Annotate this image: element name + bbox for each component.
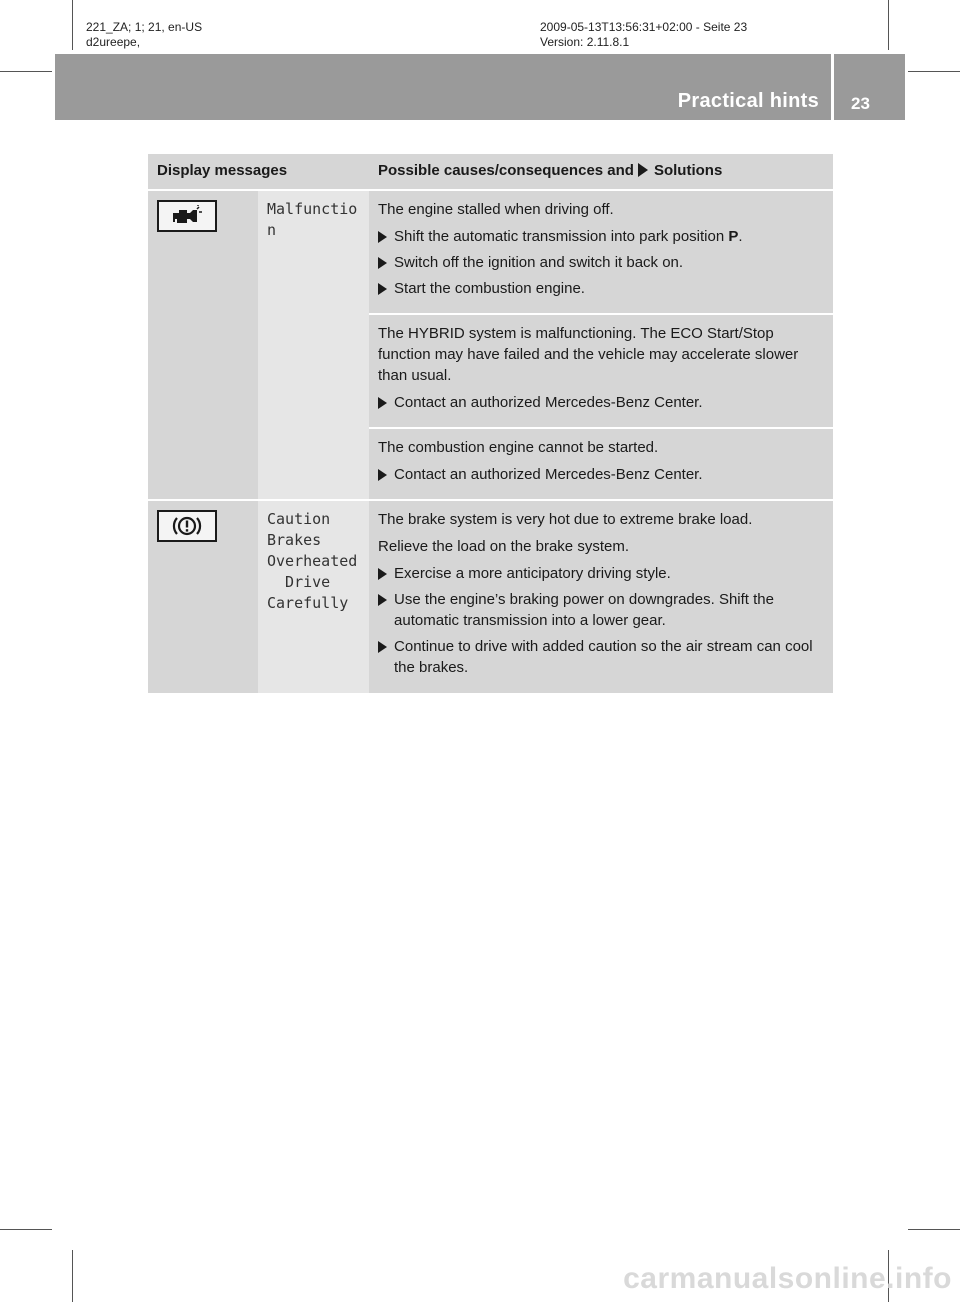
- step-text-suffix: .: [738, 228, 743, 245]
- print-meta-right: [540, 20, 747, 50]
- watermark: carmanualsonline.info: [623, 1262, 952, 1295]
- message-line: n: [267, 221, 277, 239]
- message-line: Drive: [267, 573, 331, 591]
- solution-step: [378, 278, 829, 299]
- cause-text: The brake system is very hot due to extreme brake load.: [378, 511, 753, 528]
- step-arrow-icon: [378, 641, 387, 653]
- display-messages-table: [148, 154, 833, 693]
- column-header-solutions: [369, 154, 833, 190]
- cause-text: The engine stalled when driving off.: [378, 201, 614, 218]
- section-header-bar: [55, 54, 905, 120]
- step-arrow-icon: [378, 231, 387, 243]
- page-number: 23: [851, 94, 870, 113]
- solution-step: [378, 636, 829, 678]
- message-line: Caution: [267, 510, 331, 528]
- crop-mark: [72, 1250, 73, 1302]
- step-arrow-icon: [378, 568, 387, 580]
- step-text: Start the combustion engine.: [394, 280, 585, 297]
- step-text: Switch off the ignition and switch it back on.: [394, 254, 684, 271]
- step-arrow-icon: [378, 469, 387, 481]
- message-icon-cell: [148, 500, 258, 693]
- engine-malfunction-icon: [157, 200, 217, 232]
- solutions-header-prefix: Possible causes/consequences and: [378, 162, 634, 179]
- table-header-row: [148, 154, 833, 190]
- step-arrow-icon: [378, 257, 387, 269]
- meta-user: d2ureepe,: [86, 35, 141, 49]
- table-row: [148, 500, 833, 693]
- cause-text: Relieve the load on the brake system.: [378, 538, 629, 555]
- message-text-cell: [258, 500, 369, 693]
- cause-text: The HYBRID system is malfunctioning. The ECO Start/Stop function may have failed and the vehicle may accelerate slower than usual.: [378, 325, 799, 384]
- meta-timestamp: 2009-05-13T13:56:31+02:00 - Seite 23: [540, 20, 748, 34]
- crop-mark: [0, 71, 52, 72]
- solution-step: [378, 464, 829, 485]
- print-meta-left: [86, 20, 202, 50]
- step-arrow-icon: [378, 283, 387, 295]
- crop-mark: [72, 0, 73, 50]
- solution-block: [369, 314, 833, 428]
- step-arrow-icon: [378, 397, 387, 409]
- step-text: Contact an authorized Mercedes-Benz Center.: [394, 466, 703, 483]
- message-text-cell: [258, 190, 369, 500]
- park-position-label: P: [728, 228, 739, 245]
- cause-text: The combustion engine cannot be started.: [378, 439, 659, 456]
- solution-block: [369, 428, 833, 500]
- message-icon-cell: [148, 190, 258, 500]
- message-line: Brakes: [267, 531, 322, 549]
- message-line: Carefully: [267, 594, 349, 612]
- step-text: Contact an authorized Mercedes-Benz Center.: [394, 394, 703, 411]
- header-divider: [831, 54, 834, 120]
- table-row: [148, 190, 833, 314]
- step-text: Use the engine’s braking power on downgrades. Shift the automatic transmission into a lower gear.: [394, 591, 774, 629]
- crop-mark: [908, 1229, 960, 1230]
- message-line: Malfunctio: [267, 200, 358, 218]
- meta-job-id: 221_ZA; 1; 21, en-US: [86, 20, 203, 34]
- solution-step: [378, 589, 829, 631]
- step-arrow-icon: [638, 163, 648, 177]
- step-text: Continue to drive with added caution so the air stream can cool the brakes.: [394, 638, 813, 676]
- message-line: Overheated: [267, 552, 358, 570]
- crop-mark: [888, 0, 889, 50]
- solution-step: [378, 252, 829, 273]
- column-header-display-messages: Display messages: [148, 154, 369, 190]
- step-arrow-icon: [378, 594, 387, 606]
- section-title: Practical hints: [677, 90, 819, 112]
- solution-step: [378, 392, 829, 413]
- solutions-header-suffix: Solutions: [653, 162, 723, 179]
- brake-warning-icon: [157, 510, 217, 542]
- solution-block: [369, 500, 833, 693]
- solution-step: [378, 226, 829, 247]
- solution-block: [369, 190, 833, 314]
- solution-step: [378, 563, 829, 584]
- crop-mark: [908, 71, 960, 72]
- step-text: Exercise a more anticipatory driving style.: [394, 565, 671, 582]
- step-text: Shift the automatic transmission into park position: [394, 228, 729, 245]
- meta-version: Version: 2.11.8.1: [540, 35, 630, 49]
- crop-mark: [0, 1229, 52, 1230]
